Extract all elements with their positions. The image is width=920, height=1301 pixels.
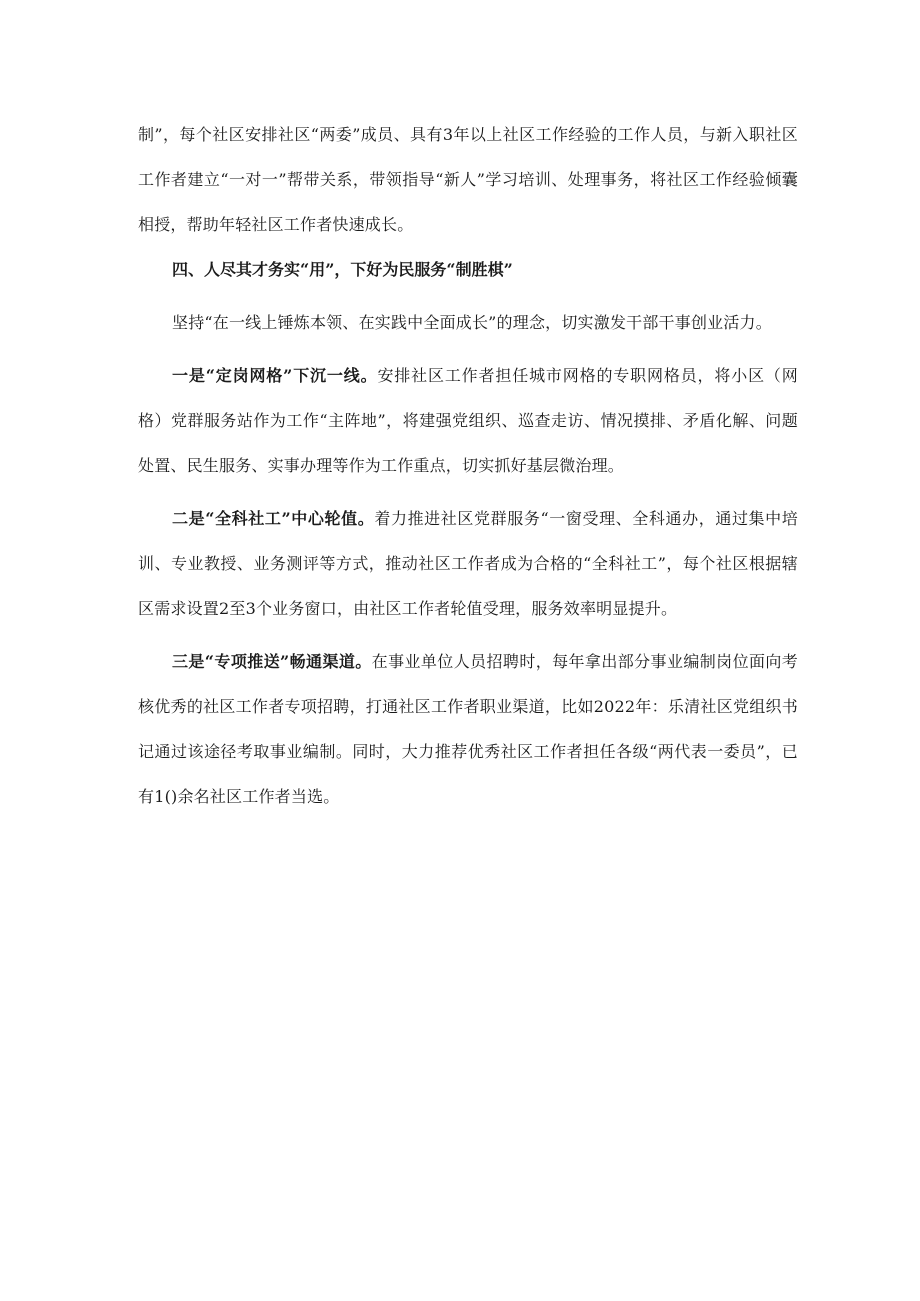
paragraph-text: 在事业单位人员招聘时，每年拿出部分事业编制岗位面向考核优秀的社区工作者专项招聘，打通社区工作者职业渠道，比如2022年：乐清社区党组织书记通过该途径考取事业编制。同时，大力推荐优秀社区工作者担任各级“两代表一委员”，已有1()余名社区工作者当选。: [138, 652, 798, 806]
paragraph-lead: 一是“定岗网格”下沉一线。: [172, 366, 378, 385]
paragraph-continued: [138, 112, 798, 247]
section-heading-4: 四、人尽其才务实“用”，下好为民服务“制胜棋”: [172, 260, 513, 279]
paragraph-text: 安排社区工作者担任城市网格的专职网格员，将小区（网格）党群服务站作为工作“主阵地”，将建强党组织、巡查走访、情况摸排、矛盾化解、问题处置、民生服务、实事办理等作为工作重点，切实抓好基层微治理。: [138, 366, 798, 475]
paragraph-text: 制”，每个社区安排社区“两委”成员、具有3年以上社区工作经验的工作人员，与新入职社区工作者建立“一对一”帮带关系，带领指导“新人”学习培训、处理事务，将社区工作经验倾囊相授，帮助年轻社区工作者快速成长。: [138, 125, 798, 234]
paragraph-lead: 三是“专项推送”畅通渠道。: [172, 652, 372, 671]
paragraph-text: 坚持“在一线上锤炼本领、在实践中全面成长”的理念，切实激发干部干事创业活力。: [172, 313, 772, 332]
paragraph-principle: [138, 300, 798, 345]
paragraph-lead: 二是“全科社工”中心轮值。: [172, 509, 375, 528]
paragraph-text: 着力推进社区党群服务“一窗受理、全科通办，通过集中培训、专业教授、业务测评等方式，推动社区工作者成为合格的“全科社工”，每个社区根据辖区需求设置2至3个业务窗口，由社区工作者轮值受理，服务效率明显提升。: [138, 509, 798, 618]
paragraph-grid-posts: [138, 353, 798, 488]
document-page: [138, 112, 798, 819]
paragraph-special-channel: [138, 639, 798, 819]
paragraph-general-social-work: [138, 496, 798, 631]
